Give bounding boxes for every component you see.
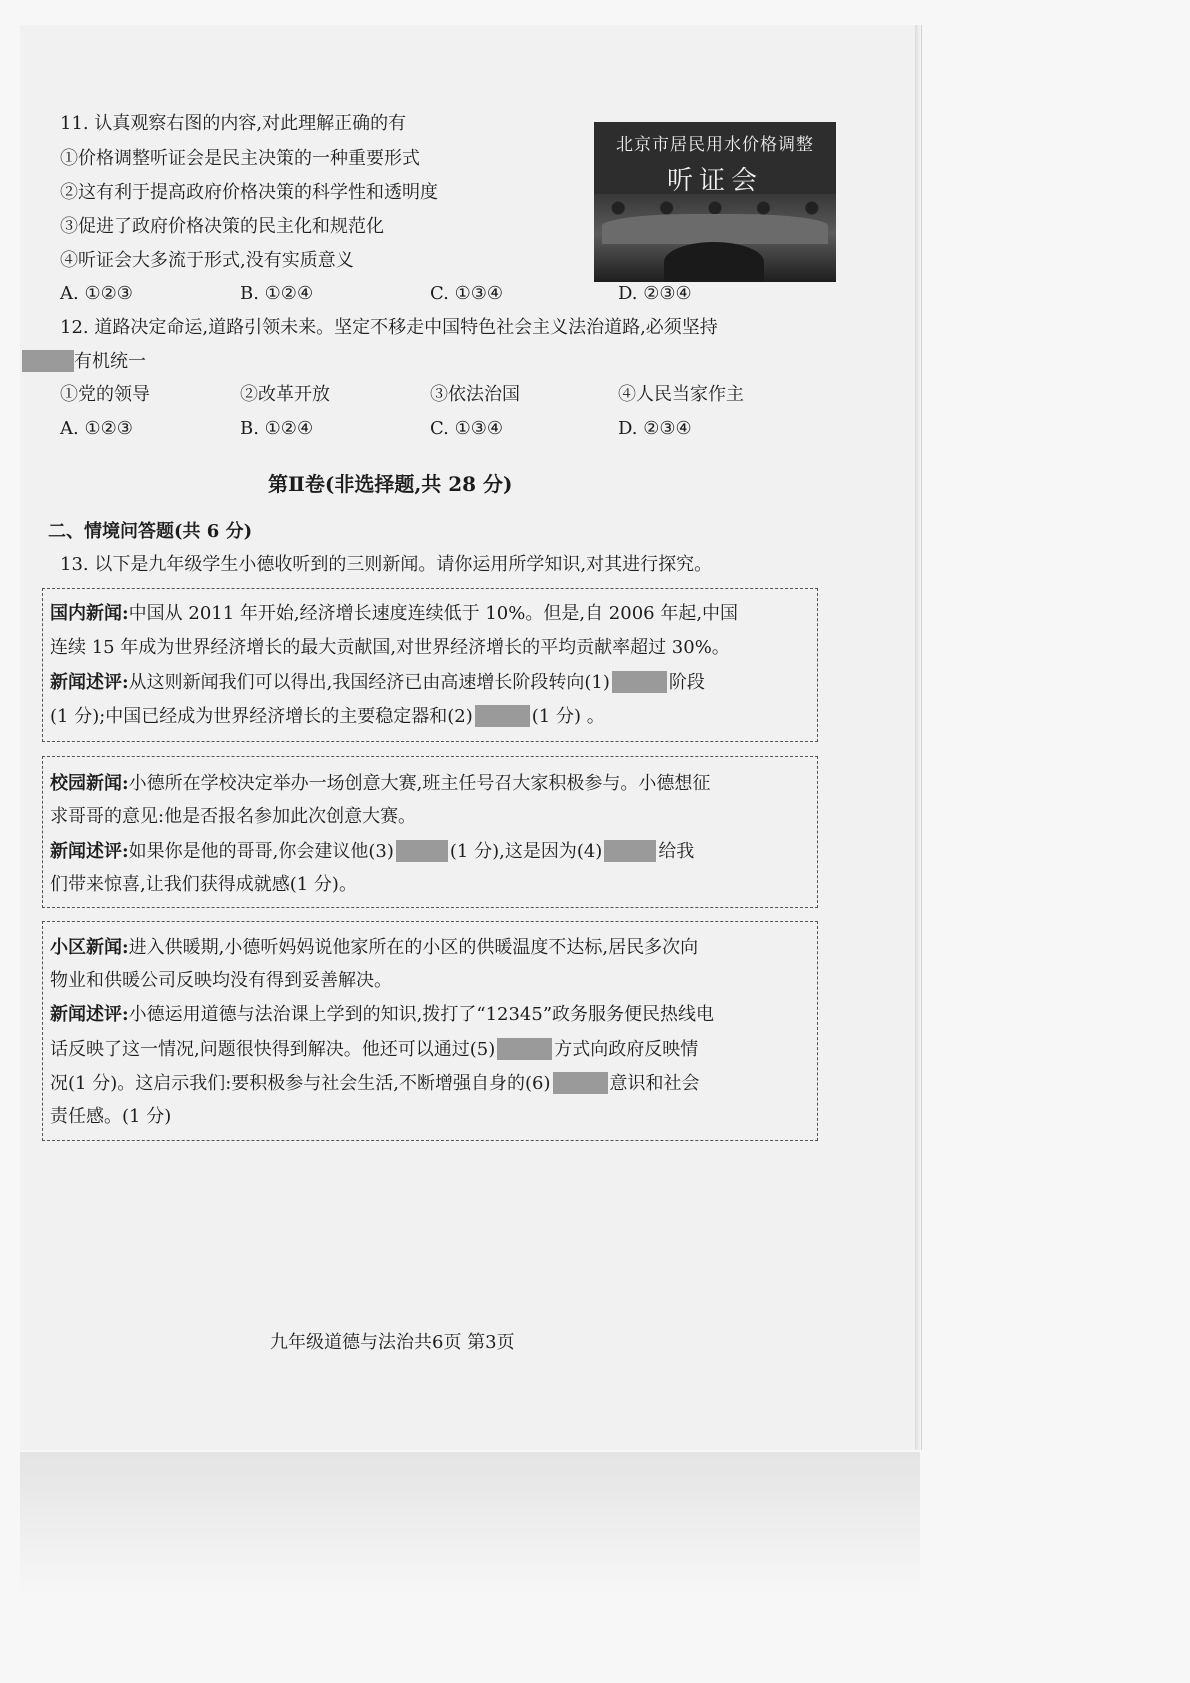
q12-stem-tail: 有机统一	[74, 351, 146, 372]
comment-label: 新闻述评:	[50, 672, 129, 693]
blank-6	[553, 1072, 608, 1094]
comment-text: (1 分) 。	[531, 706, 605, 727]
domestic-news-text1: 中国从 2011 年开始,经济增长速度连续低于 10%。但是,自 2006 年起,中国	[128, 603, 739, 624]
comment-text: 给我	[658, 841, 695, 862]
q12-statement-1: ①党的领导	[60, 384, 150, 405]
comment-text: 阶段	[668, 672, 705, 693]
comment-text: 从这则新闻我们可以得出,我国经济已由高速增长阶段转向(1)	[128, 672, 610, 693]
comment-text: (1 分),这是因为(4)	[449, 841, 603, 862]
comment-text: 况(1 分)。这启示我们:要积极参与社会生活,不断增强自身的(6)	[50, 1073, 551, 1094]
photo-banner-line1: 北京市居民用水价格调整	[616, 135, 814, 155]
blank-1	[612, 671, 667, 693]
q12-option-d: D. ②③④	[618, 418, 692, 439]
comment-text: 话反映了这一情况,问题很快得到解决。他还可以通过(5)	[50, 1039, 496, 1060]
q11-option-d: D. ②③④	[618, 283, 692, 304]
community-news-text1: 进入供暖期,小德听妈妈说他家所在的小区的供暖温度不达标,居民多次向	[128, 937, 699, 958]
community-news-line2: 物业和供暖公司反映均没有得到妥善解决。	[50, 970, 392, 991]
community-news-line1	[50, 937, 698, 959]
community-news-label: 小区新闻:	[50, 937, 129, 958]
blank-4	[604, 840, 656, 862]
comment-text: 方式向政府反映情	[554, 1039, 699, 1060]
q11-stem: 11. 认真观察右图的内容,对此理解正确的有	[60, 113, 407, 134]
q12-option-c: C. ①③④	[430, 418, 503, 439]
comment-label: 新闻述评:	[50, 841, 129, 862]
domestic-comment-line1	[50, 671, 705, 694]
redacted-blank	[22, 350, 74, 372]
q12-statement-2: ②改革开放	[240, 384, 330, 405]
comment-text: 小德运用道德与法治课上学到的知识,拨打了“12345”政务服务便民热线电	[128, 1004, 715, 1025]
domestic-news-line1	[50, 603, 738, 625]
q13-stem: 13. 以下是九年级学生小德收听到的三则新闻。请你运用所学知识,对其进行探究。	[60, 554, 713, 575]
campus-comment-line2: 们带来惊喜,让我们获得成就感(1 分)。	[50, 874, 357, 895]
blank-2	[475, 705, 530, 727]
q11-option-c: C. ①③④	[430, 283, 503, 304]
q12-stem: 12. 道路决定命运,道路引领未来。坚定不移走中国特色社会主义法治道路,必须坚持	[60, 317, 718, 338]
page-footer: 九年级道德与法治共6页 第3页	[270, 1332, 515, 1353]
community-comment-line1	[50, 1004, 714, 1026]
scan-shadow	[20, 1452, 920, 1632]
domestic-news-label: 国内新闻:	[50, 603, 129, 624]
q12-statement-3: ③依法治国	[430, 384, 520, 405]
photo-banner-line2: 听证会	[666, 166, 763, 196]
blank-5	[497, 1038, 552, 1060]
community-comment-line2	[50, 1038, 698, 1061]
hearing-photo	[594, 122, 836, 282]
q12-option-a: A. ①②③	[60, 418, 133, 439]
community-comment-line3	[50, 1072, 700, 1095]
comment-text: (1 分);中国已经成为世界经济增长的主要稳定器和(2)	[50, 706, 473, 727]
q11-statement-1: ①价格调整听证会是民主决策的一种重要形式	[60, 148, 420, 169]
page-edge	[915, 25, 921, 1450]
domestic-comment-line2	[50, 705, 605, 728]
q11-statement-3: ③促进了政府价格决策的民主化和规范化	[60, 216, 384, 237]
blank-3	[396, 840, 448, 862]
comment-text: 如果你是他的哥哥,你会建议他(3)	[128, 841, 394, 862]
campus-news-text1: 小德所在学校决定举办一场创意大赛,班主任号召大家积极参与。小德想征	[128, 773, 711, 794]
campus-comment-line1	[50, 840, 694, 863]
campus-news-line2: 求哥哥的意见:他是否报名参加此次创意大赛。	[50, 806, 417, 827]
q12-stem-line2	[22, 350, 146, 373]
campus-news-label: 校园新闻:	[50, 773, 129, 794]
part2-title: 第Ⅱ卷(非选择题,共 28 分)	[268, 472, 513, 496]
q11-statement-2: ②这有利于提高政府价格决策的科学性和透明度	[60, 182, 438, 203]
domestic-news-line2: 连续 15 年成为世界经济增长的最大贡献国,对世界经济增长的平均贡献率超过 30%。	[50, 637, 730, 658]
q12-statement-4: ④人民当家作主	[618, 384, 744, 405]
comment-text: 意识和社会	[609, 1073, 700, 1094]
q12-option-b: B. ①②④	[240, 418, 314, 439]
comment-label: 新闻述评:	[50, 1004, 129, 1025]
section-title: 二、情境问答题(共 6 分)	[48, 521, 253, 542]
community-comment-line4: 责任感。(1 分)	[50, 1106, 172, 1127]
q11-statement-4: ④听证会大多流于形式,没有实质意义	[60, 250, 354, 271]
campus-news-line1	[50, 773, 710, 795]
q11-option-b: B. ①②④	[240, 283, 314, 304]
q11-option-a: A. ①②③	[60, 283, 133, 304]
